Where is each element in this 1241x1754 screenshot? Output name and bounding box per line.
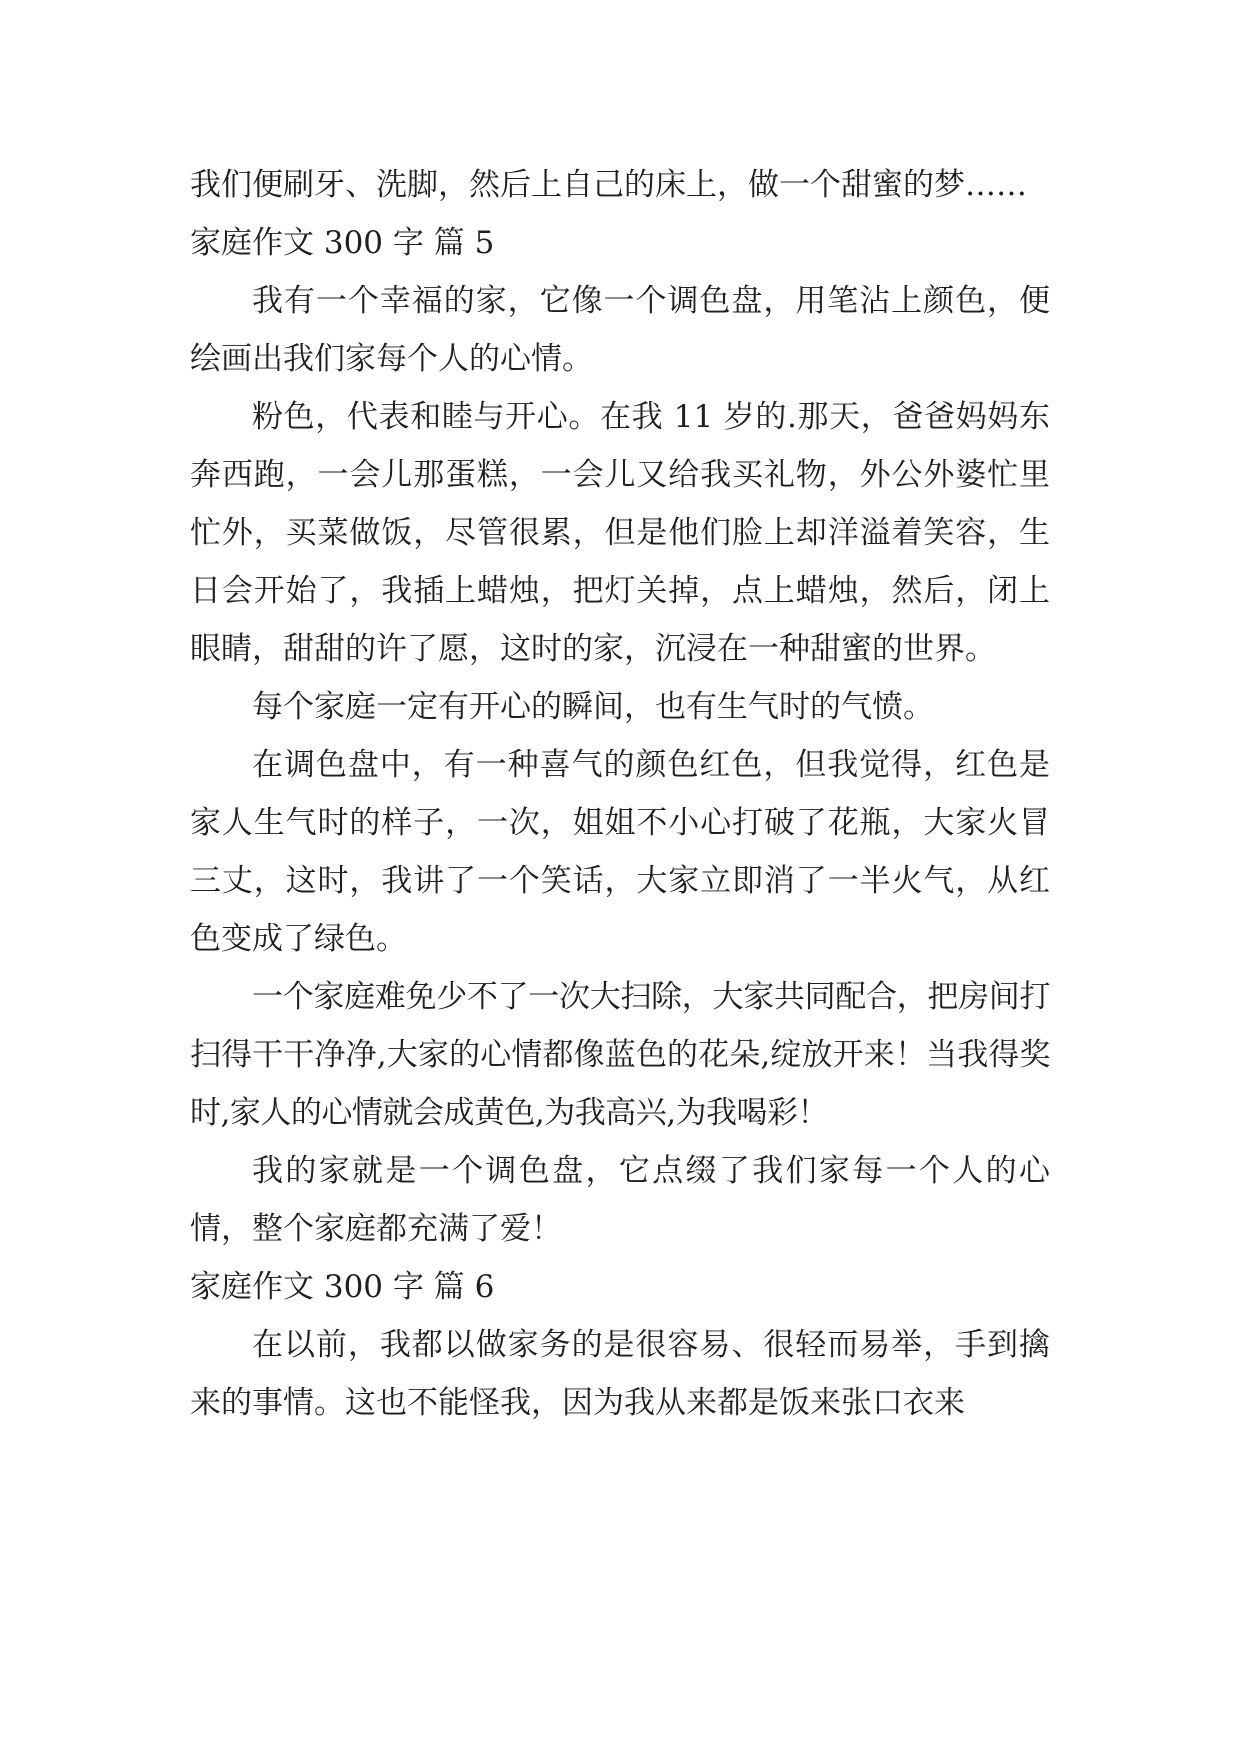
paragraph: 我有一个幸福的家，它像一个调色盘，用笔沾上颜色，便绘画出我们家每个人的心情。 xyxy=(190,283,1050,377)
document-body xyxy=(190,156,1050,1432)
section-heading: 家庭作文 300 字 篇 6 xyxy=(190,1269,495,1305)
paragraph: 在以前，我都以做家务的是很容易、很轻而易举，手到擒来的事情。这也不能怪我，因为我从来都是饭来张口衣来 xyxy=(190,1327,1050,1421)
paragraph: 在调色盘中，有一种喜气的颜色红色，但我觉得，红色是家人生气时的样子，一次，姐姐不小心打破了花瓶，大家火冒三丈，这时，我讲了一个笑话，大家立即消了一半火气，从红色变成了绿色。 xyxy=(190,747,1050,957)
paragraph: 我们便刷牙、洗脚，然后上自己的床上，做一个甜蜜的梦…… xyxy=(190,167,1027,203)
section-heading: 家庭作文 300 字 篇 5 xyxy=(190,225,495,261)
paragraph: 我的家就是一个调色盘，它点缀了我们家每一个人的心情，整个家庭都充满了爱！ xyxy=(190,1153,1050,1247)
paragraph: 一个家庭难免少不了一次大扫除，大家共同配合，把房间打扫得干干净净,大家的心情都像蓝色的花朵,绽放开来！当我得奖时,家人的心情就会成黄色,为我高兴,为我喝彩！ xyxy=(190,979,1050,1131)
paragraph: 粉色，代表和睦与开心。在我 11 岁的.那天，爸爸妈妈东奔西跑，一会儿那蛋糕，一会儿又给我买礼物，外公外婆忙里忙外，买菜做饭，尽管很累，但是他们脸上却洋溢着笑容，生日会开始了，我插上蜡烛，把灯关掉，点上蜡烛，然后，闭上眼睛，甜甜的许了愿，这时的家，沉浸在一种甜蜜的世界。 xyxy=(190,399,1050,667)
paragraph: 每个家庭一定有开心的瞬间，也有生气时的气愤。 xyxy=(252,689,934,725)
